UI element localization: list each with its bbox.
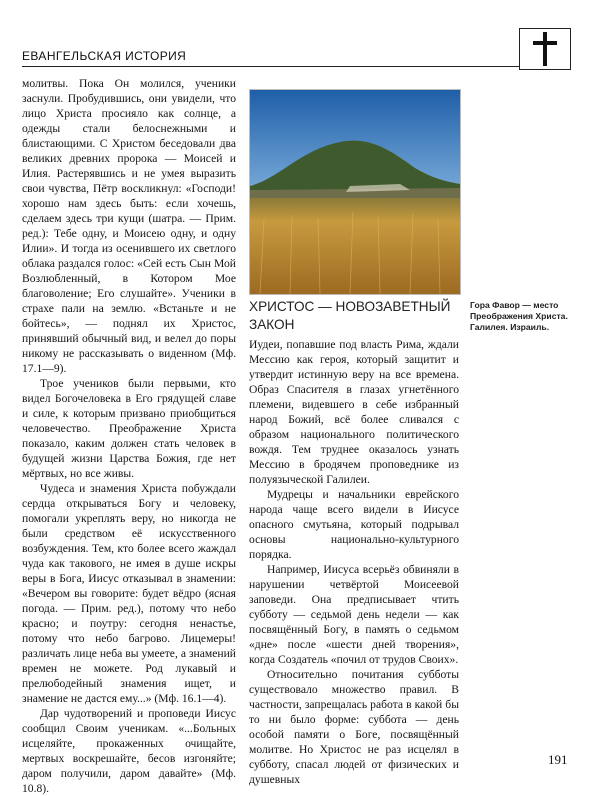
paragraph: Чудеса и знамения Христа побуждали сердца открываться Богу и человеку, помогали укреплять веру, но никогда не были средством её искусственного возбуждения. Тем, кто более всего жаждал чуда как такового, не имея в душе искры веры в Бога, Иисус отказывал в знамении: «Вечером вы говорите: будет вёдро (ясная погода. — Прим. ред.), потому что небо красно; и поутру: сегодня ненастье, потому что небо багрово. Лицемеры! различать лице неба вы умеете, а знамений времен не можете. Род лукавый и прелюбодейный знамения ищет, и знамение не дастся ему...» (Мф. 16.1—4). (22, 482, 236, 705)
paragraph: молитвы. Пока Он молился, ученики заснули. Пробудившись, они увидели, что лицо Христа просияло как солнце, а одежды стали белоснежными и блистающими. С Христом беседовали два великих древних пророка — Моисей и Илия. Растерявшись и не умея выразить свои чувства, Пётр воскликнул: «Господи! хорошо нам здесь быть: если хочешь, сделаем здесь три кущи (шатра. — Прим. ред.): Тебе одну, и Моисею одну, и одну Илии». И тогда из осенившего их светлого облака раздался голос: «Сей есть Сын Мой Возлюбленный, в Котором Мое благоволение; Его слушайте». Ученики в страхе пали на землю. «Встаньте и не бойтесь», — поднял их Христос, принявший обычный вид, и велел до поры никому не рассказывать о виденном (Мф. 17.1—9). (22, 77, 236, 375)
paragraph: Относительно почитания субботы существовало множество правил. В частности, запрещалась работа в какой бы то ни было форме: суббота — день особой памяти о Боге, посвящённый молитве. Но Христос не раз исцелял в субботу, спасал людей от физических и душевных (249, 668, 459, 786)
paragraph: Например, Иисуса всерьёз обвиняли в нарушении четвёртой Моисеевой заповеди. Она предписывает чтить субботу — седьмой день недели — как посвящённый Богу, в память о седьмом «дне» после «шести дней творения», когда Создатель «почил от трудов Своих». (249, 563, 459, 666)
paragraph: Дар чудотворений и проповеди Иисус сообщил Своим ученикам. «...Больных исцеляйте, прокаженных очищайте, мертвых воскрешайте, бесов изгоняйте; даром получили, даром давайте» (Мф. 10.8). (22, 707, 236, 795)
paragraph: Иудеи, попавшие под власть Рима, ждали Мессию как героя, который защитит и утвердит истинную веру на все времена. Образ Спасителя в глазах угнетённого племени, видевшего в себе избранный народ Божий, всё более сливался с образом национального политического вождя. Тем труднее оказалось узнать Мессию в бродячем проповеднике из полуязыческой Галилеи. (249, 338, 459, 486)
section-heading: ХРИСТОС — НОВОЗАВЕТНЫЙ ЗАКОН (249, 299, 451, 332)
page-number: 191 (548, 752, 568, 767)
paragraph: Мудрецы и начальники еврейского народа чаще всего видели в Иисусе опасного смутьяна, который подрывал основы национально-культурного порядка. (249, 488, 459, 561)
paragraph: Трое учеников были первыми, кто видел Богочеловека в Его грядущей славе и силе, к которым призвано приобщиться человечество. Преображение Христа показало, каким должен стать человек в будущей жизни Царства Божия, где нет мёртвых, но все живы. (22, 377, 236, 480)
right-column-text (249, 337, 459, 787)
photo-caption: Гора Фавор — место Преображения Христа. Галилея. Израиль. (470, 300, 568, 332)
left-column-text (22, 76, 236, 796)
cross-icon (519, 28, 571, 70)
header-rule (22, 66, 519, 67)
mount-tabor-photo (249, 89, 461, 295)
running-header: ЕВАНГЕЛЬСКАЯ ИСТОРИЯ (22, 49, 187, 63)
